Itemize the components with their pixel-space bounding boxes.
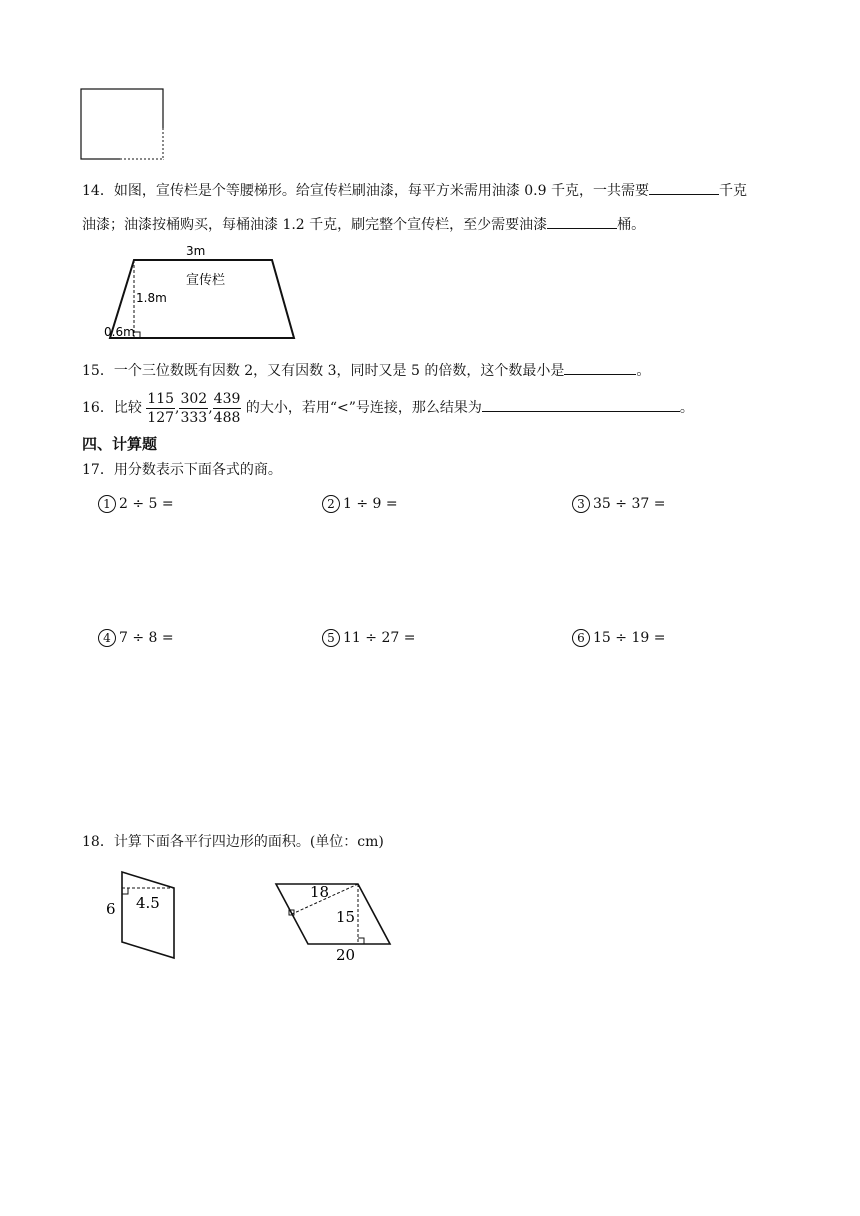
question-14-line1	[82, 180, 747, 201]
answer-blank[interactable]	[547, 214, 617, 229]
answer-blank[interactable]	[564, 360, 636, 375]
question-text: 计算下面各平行四边形的面积。(单位：cm)	[113, 834, 384, 850]
question-number: 14．	[82, 183, 114, 199]
parallelogram-2-height-label: 15	[336, 908, 356, 926]
calc-expression: 15 ÷ 19 =	[593, 630, 666, 646]
question-text: 千克	[719, 183, 747, 199]
calc-expression: 2 ÷ 5 =	[119, 496, 174, 512]
parallelogram-1-height-label: 4.5	[136, 894, 160, 912]
question-text: 用分数表示下面各式的商。	[113, 462, 282, 478]
question-number: 17．	[82, 462, 114, 478]
question-17	[82, 460, 282, 480]
question-14-line2	[82, 214, 645, 235]
question-16	[82, 386, 694, 430]
parallelogram-1-side-label: 6	[106, 900, 116, 918]
calc-item-2	[322, 494, 398, 514]
question-text: 比较	[113, 400, 142, 416]
item-marker: 2	[322, 495, 340, 513]
item-marker: 1	[98, 495, 116, 513]
answer-blank[interactable]	[482, 397, 680, 412]
calc-expression: 7 ÷ 8 =	[119, 630, 174, 646]
item-marker: 4	[98, 629, 116, 647]
parallelogram-2-base-label: 20	[336, 946, 356, 964]
trapezoid-figure	[100, 240, 300, 344]
question-number: 15．	[82, 363, 114, 379]
section-title: 四、计算题	[82, 435, 158, 453]
question-18	[82, 832, 384, 852]
question-text: 桶。	[617, 217, 646, 233]
calc-item-6	[572, 628, 665, 648]
calc-item-3	[572, 494, 665, 514]
question-text: 如图，宣传栏是个等腰梯形。给宣传栏刷油漆，每平方米需用油漆 0.9 千克，一共需要	[113, 183, 649, 199]
calc-item-4	[98, 628, 174, 648]
fraction-1: $\frac{115}{127}$	[147, 390, 175, 426]
answer-blank[interactable]	[649, 180, 719, 195]
item-marker: 6	[572, 629, 590, 647]
question-text: 一个三位数既有因数 2，又有因数 3，同时又是 5 的倍数，这个数最小是	[113, 363, 565, 379]
parallelogram-2-top-label: 18	[310, 883, 330, 901]
item-marker: 3	[572, 495, 590, 513]
question-15	[82, 360, 650, 381]
question-text: 油漆；油漆按桶购买，每桶油漆 1.2 千克，刷完整个宣传栏，至少需要油漆	[82, 217, 548, 233]
item-marker: 5	[322, 629, 340, 647]
square-figure	[80, 88, 166, 162]
question-number: 16．	[82, 400, 114, 416]
calc-expression: 35 ÷ 37 =	[593, 496, 666, 512]
calc-item-5	[322, 628, 415, 648]
parallelogram-2-figure	[270, 872, 400, 964]
parallelogram-1-figure	[100, 864, 190, 964]
question-text: 。	[636, 363, 651, 379]
question-text: 的大小，若用“<”号连接，那么结果为	[245, 400, 482, 416]
question-number: 18．	[82, 834, 114, 850]
calc-expression: 11 ÷ 27 =	[343, 630, 416, 646]
calc-item-1	[98, 494, 174, 514]
calc-expression: 1 ÷ 9 =	[343, 496, 398, 512]
trapezoid-center-label: 宣传栏	[186, 273, 226, 288]
separator: ,	[175, 400, 180, 416]
fraction-3: $\frac{439}{488}$	[213, 390, 241, 426]
trapezoid-bottom-label: 0.6m	[104, 325, 135, 339]
question-text: 。	[679, 400, 694, 416]
trapezoid-height-label: 1.8m	[136, 291, 167, 305]
fraction-2: $\frac{302}{333}$	[180, 390, 208, 426]
separator: ,	[208, 400, 213, 416]
trapezoid-top-label: 3m	[186, 244, 206, 258]
